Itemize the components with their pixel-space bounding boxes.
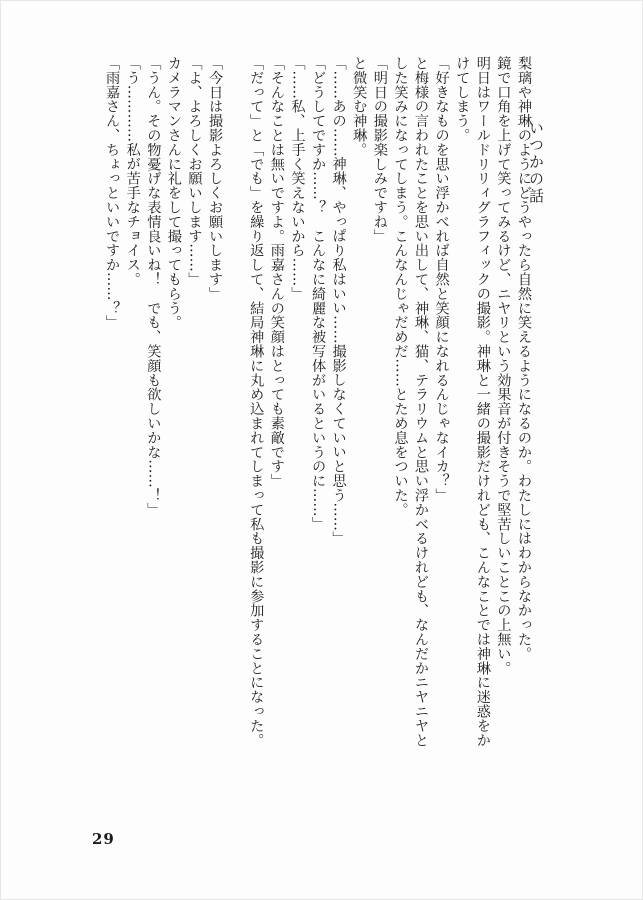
text-line: カメラマンさんに礼をして撮ってもらう。: [165, 56, 182, 330]
text-line: 「……私、上手く笑えないから……」: [289, 56, 306, 301]
text-line: 「よ、よろしくお願いします……」: [186, 56, 203, 287]
text-line: 梨璃や神琳のようにどうやったら自然に笑えるようになるのか。わたしにはわからなかった。: [516, 56, 532, 661]
blank-line: [225, 56, 246, 776]
text-line: 鏡で口角を上げて笑ってみるけど、ニヤリという効果音が付きそうで堅苦しいことこの上無い。: [495, 56, 512, 676]
text-line: 「どうしてですか……？ こんなに綺麗な被写体がいるというのに……」: [310, 56, 327, 532]
page-number: 29: [92, 830, 115, 848]
text-line: 「う…………私が苦手なチョイス。: [124, 56, 141, 287]
text-line: と微笑む神琳。: [351, 56, 368, 157]
text-line: 「雨嘉さん、ちょっといいですか……？」: [104, 56, 121, 330]
text-line: 「うん。その物憂げな表情良いね！ でも、笑顔も欲しいかな……！」: [145, 56, 162, 517]
text-line: けてしまう。: [454, 56, 471, 143]
text-line: 「そんなことは無いですよ。雨嘉さんの笑顔はとっても素敵です」: [268, 56, 285, 488]
body-text: [102, 56, 534, 776]
text-line: 「今日は撮影よろしくお願いします」: [207, 56, 224, 301]
text-line: 「好きなものを思い浮かべれば自然と笑顔になれるんじゃなイカ？」: [433, 56, 450, 503]
text-line: と梅様の言われたことを思い出して、神琳、猫、テラリウムと思い浮かべるけれども、なんだかニヤニヤと: [413, 56, 430, 748]
chapter-title: いつかの話: [527, 120, 545, 205]
text-line: 「……あの……神琳、やっぱり私はいい……撮影しなくていいと思う……」: [330, 56, 347, 546]
text-line: した笑みになってしまう。こんなんじゃだめだ……とため息をついた。: [392, 56, 409, 517]
text-line: 「だって」と「でも」を繰り返して、結局神琳に丸め込まれてしまって私も撮影に参加することになった。: [248, 56, 265, 748]
text-line: 明日はワールドリリィグラフィックの撮影。神琳と一緒の撮影だけれども、こんなことでは神琳に迷惑をか: [474, 56, 491, 748]
text-line: 「明日の撮影楽しみですね」: [371, 56, 388, 244]
